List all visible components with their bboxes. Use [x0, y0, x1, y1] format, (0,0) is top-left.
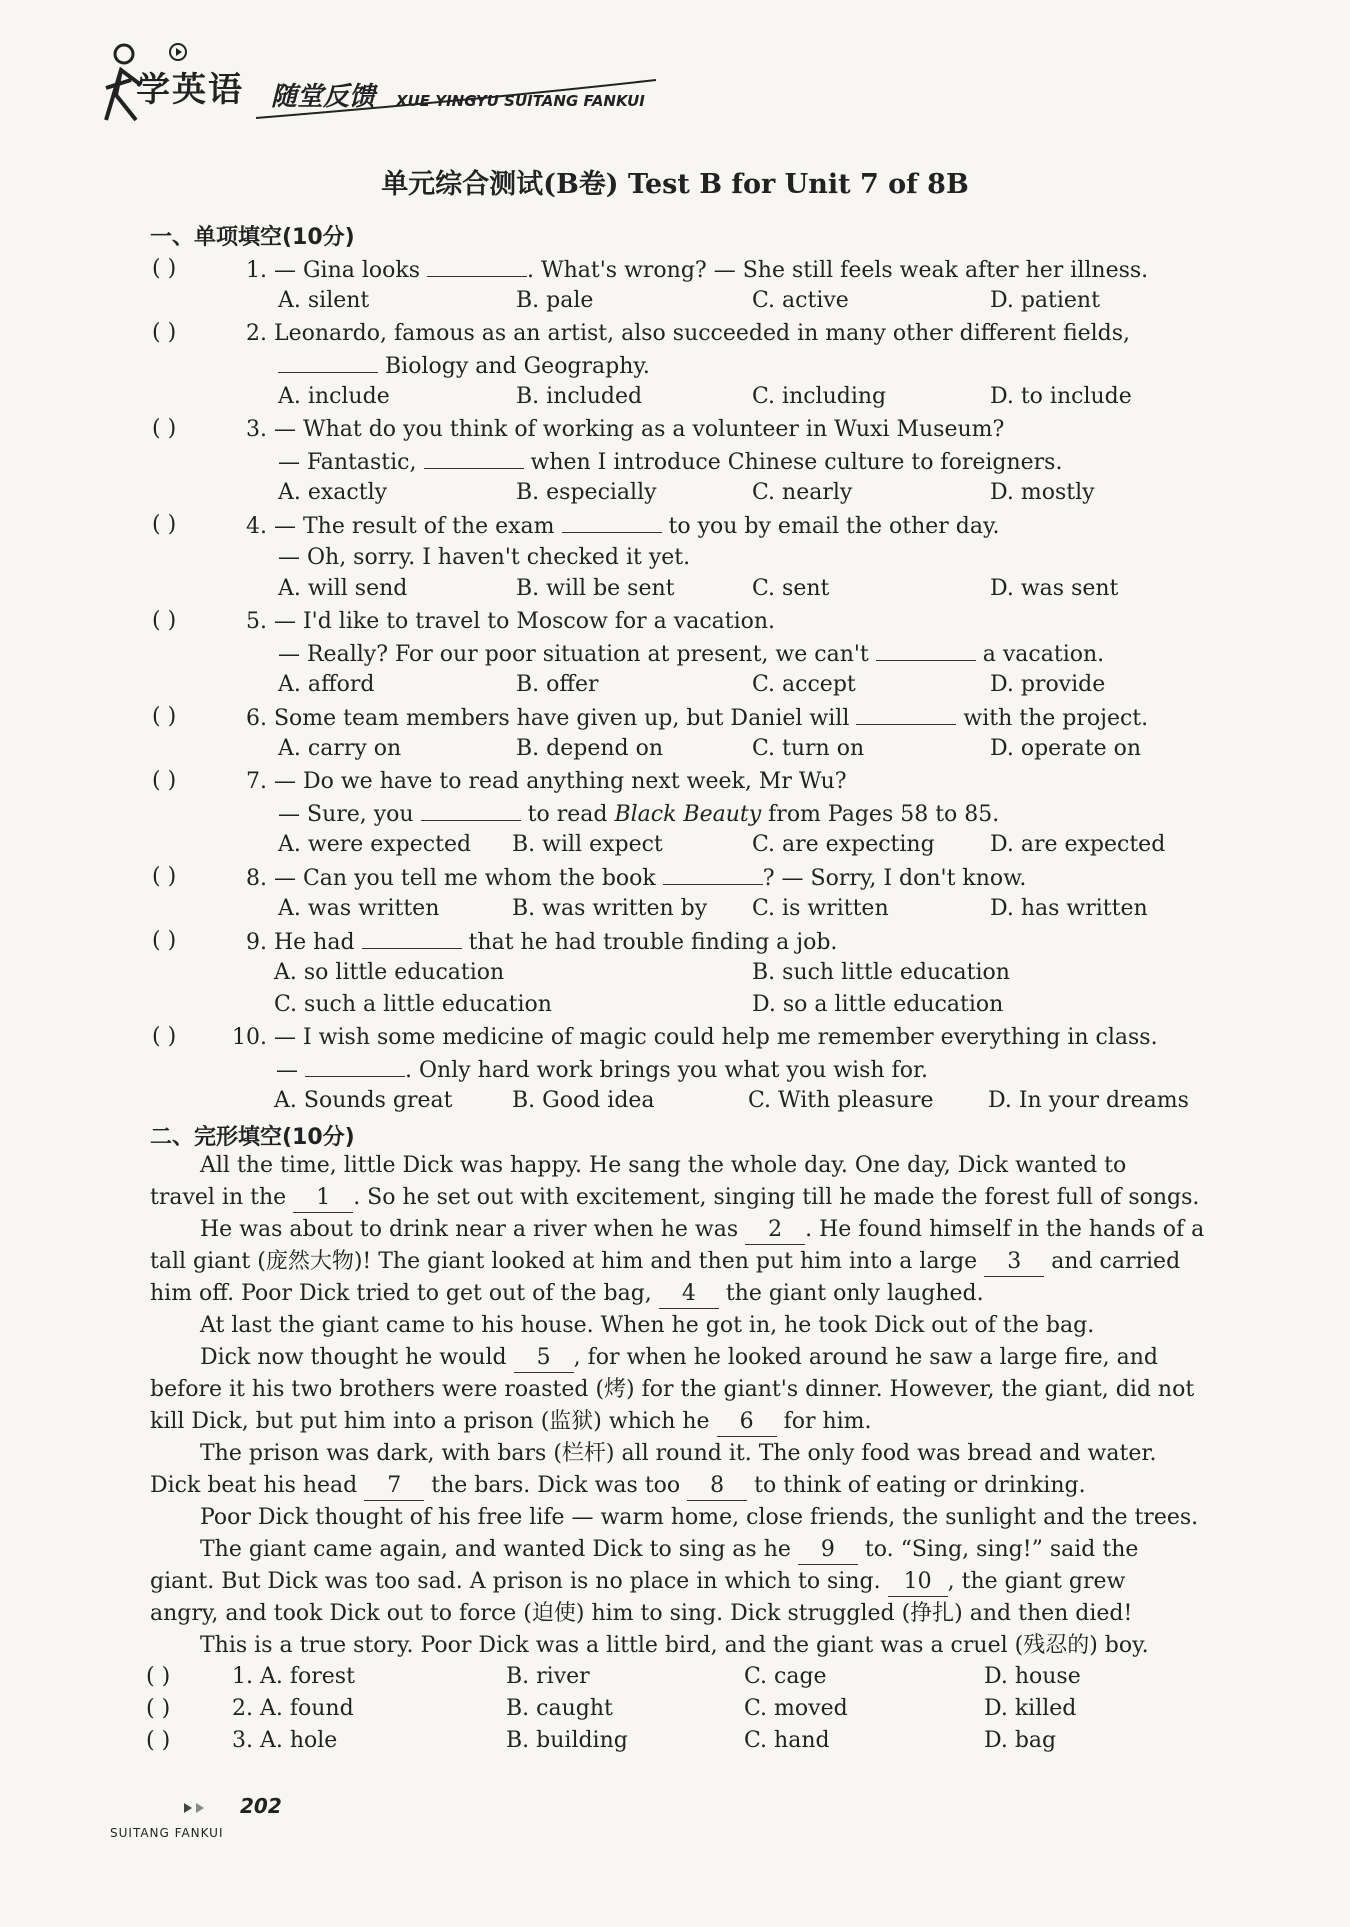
stem-text: Biology and Geography.: [385, 354, 650, 379]
cloze-text: him off. Poor Dick tried to get out of the bag,: [150, 1281, 652, 1306]
option-b: B. especially: [516, 480, 657, 505]
answer-paren[interactable]: ( ): [152, 256, 177, 281]
option-c: C. hand: [744, 1728, 830, 1753]
page-arrow-icon: [182, 1800, 222, 1816]
option-b: B. offer: [516, 672, 599, 697]
answer-paren[interactable]: ( ): [152, 768, 177, 793]
stem-text: from Pages 58 to 85.: [768, 802, 1000, 827]
option-a: A. silent: [278, 288, 370, 313]
cloze-line: At last the giant came to his house. When he got in, he took Dick out of the bag.: [200, 1313, 1095, 1338]
cloze-text: . He found himself in the hands of a: [805, 1217, 1205, 1242]
option-a: A. was written: [278, 896, 440, 921]
option-d: D. provide: [990, 672, 1106, 697]
option-b: B. building: [506, 1728, 628, 1753]
cloze-text: . So he set out with excitement, singing till he made the forest full of songs.: [353, 1185, 1200, 1210]
cloze-text: He was about to drink near a river when he was: [200, 1217, 739, 1242]
answer-paren[interactable]: ( ): [152, 864, 177, 889]
option-c: C. such a little education: [274, 992, 552, 1017]
stem-text: 4. — The result of the exam: [246, 514, 555, 539]
cloze-text: , the giant grew: [947, 1569, 1126, 1594]
option-a: A. include: [278, 384, 390, 409]
answer-blank: [421, 800, 521, 821]
answer-blank: [876, 640, 976, 661]
question-1-stem: [246, 256, 1148, 285]
option-b: B. depend on: [516, 736, 664, 761]
cloze-line: [150, 1184, 1199, 1213]
test-title: 单元综合测试(B卷) Test B for Unit 7 of 8B: [381, 169, 969, 200]
cloze-line: [150, 1472, 1086, 1501]
option-c: C. is written: [752, 896, 889, 921]
option-b: B. caught: [506, 1696, 613, 1721]
question-5-stem: 5. — I'd like to travel to Moscow for a vacation.: [246, 609, 776, 634]
answer-blank: [362, 928, 462, 949]
stem-text: a vacation.: [982, 642, 1105, 667]
option-c: C. active: [752, 288, 849, 313]
answer-paren[interactable]: ( ): [146, 1664, 171, 1689]
cloze-text: tall giant (庞然大物)! The giant looked at him and then put him into a large: [150, 1249, 978, 1274]
cloze-text: to think of eating or drinking.: [754, 1473, 1086, 1498]
cloze-blank: 3: [984, 1248, 1044, 1277]
stem-text: — Fantastic,: [278, 450, 417, 475]
stem-text: 1. — Gina looks: [246, 258, 421, 283]
option-d: D. patient: [990, 288, 1100, 313]
option-c: C. including: [752, 384, 887, 409]
cloze-text: giant. But Dick was too sad. A prison is no place in which to sing.: [150, 1569, 881, 1594]
cloze-line: Poor Dick thought of his free life — warm home, close friends, the sunlight and the trees.: [200, 1505, 1199, 1530]
cloze-line: before it his two brothers were roasted (烤) for the giant's dinner. However, the giant, did not: [150, 1377, 1195, 1402]
option-a: A. afford: [278, 672, 375, 697]
option-b: B. Good idea: [512, 1088, 655, 1113]
section-2-heading: 二、完形填空(10分): [150, 1125, 355, 1150]
cloze-text: and carried: [1051, 1249, 1181, 1274]
cloze-text: to. “Sing, sing!” said the: [864, 1537, 1139, 1562]
option-c: C. cage: [744, 1664, 827, 1689]
option-b: B. pale: [516, 288, 594, 313]
answer-blank: [562, 512, 662, 533]
stem-text: 8. — Can you tell me whom the book: [246, 866, 656, 891]
question-2-stem-cont: [278, 352, 650, 381]
stem-text: . Only hard work brings you what you wish for.: [405, 1058, 929, 1083]
cloze-text: , for when he looked around he saw a large fire, and: [573, 1345, 1158, 1370]
option-b: B. such little education: [752, 960, 1010, 985]
option-b: B. river: [506, 1664, 590, 1689]
cloze-text: The giant came again, and wanted Dick to sing as he: [200, 1537, 791, 1562]
cloze-text: kill Dick, but put him into a prison (监狱) which he: [150, 1409, 710, 1434]
footer-brand: SUITANG FANKUI: [110, 1826, 224, 1840]
option-d: D. bag: [984, 1728, 1057, 1753]
answer-blank: [663, 864, 763, 885]
section-1-heading: 一、单项填空(10分): [150, 225, 355, 250]
question-4-stem: [246, 512, 1000, 541]
option-d: D. mostly: [990, 480, 1095, 505]
stem-text: . What's wrong? — She still feels weak after her illness.: [527, 258, 1149, 283]
question-4-stem-cont: — Oh, sorry. I haven't checked it yet.: [278, 545, 691, 570]
stem-text: —: [276, 1058, 298, 1083]
question-6-stem: [246, 704, 1148, 733]
question-7-stem-cont: [278, 800, 999, 829]
answer-blank: [427, 256, 527, 277]
stem-text: with the project.: [963, 706, 1149, 731]
cloze-line: [150, 1568, 1125, 1597]
answer-paren[interactable]: ( ): [146, 1728, 171, 1753]
cloze-text: travel in the: [150, 1185, 287, 1210]
answer-paren[interactable]: ( ): [152, 704, 177, 729]
cloze-text: the giant only laughed.: [725, 1281, 984, 1306]
header-logo: [96, 40, 686, 130]
question-5-stem-cont: [278, 640, 1104, 669]
cloze-line: [150, 1280, 984, 1309]
question-9-stem: [246, 928, 837, 957]
option-c: C. With pleasure: [748, 1088, 934, 1113]
cloze-line: This is a true story. Poor Dick was a little bird, and the giant was a cruel (残忍的) boy.: [200, 1633, 1149, 1658]
option-c: C. accept: [752, 672, 856, 697]
cloze-blank: 2: [745, 1216, 805, 1245]
option-d: D. are expected: [990, 832, 1166, 857]
cloze-blank: 4: [659, 1280, 719, 1309]
option-d: D. house: [984, 1664, 1081, 1689]
option-a: A. were expected: [278, 832, 472, 857]
answer-paren[interactable]: ( ): [146, 1696, 171, 1721]
option-a: A. carry on: [278, 736, 402, 761]
option-a: 3. A. hole: [232, 1728, 338, 1753]
answer-paren[interactable]: ( ): [152, 608, 177, 633]
option-c: C. sent: [752, 576, 830, 601]
cloze-line: All the time, little Dick was happy. He sang the whole day. One day, Dick wanted to: [200, 1153, 1127, 1178]
cloze-line: [200, 1216, 1204, 1245]
question-10-stem: 10. — I wish some medicine of magic could help me remember everything in class.: [232, 1025, 1158, 1050]
cloze-line: [150, 1408, 872, 1437]
cloze-blank: 10: [888, 1568, 948, 1597]
question-2-stem: 2. Leonardo, famous as an artist, also succeeded in many other different fields,: [246, 321, 1131, 346]
stem-text: — Sure, you: [278, 802, 414, 827]
answer-paren[interactable]: ( ): [152, 928, 177, 953]
logo-pinyin: XUE YINGYU SUITANG FANKUI: [396, 92, 645, 110]
question-8-stem: [246, 864, 1026, 893]
cloze-blank: 1: [293, 1184, 353, 1213]
stem-text: 9. He had: [246, 930, 355, 955]
page-number: 202: [240, 1794, 282, 1818]
option-a: A. exactly: [278, 480, 388, 505]
answer-paren[interactable]: ( ): [152, 512, 177, 537]
option-d: D. In your dreams: [988, 1088, 1189, 1113]
option-c: C. nearly: [752, 480, 853, 505]
cloze-text: for him.: [783, 1409, 872, 1434]
cloze-text: Dick now thought he would: [200, 1345, 507, 1370]
question-7-stem: 7. — Do we have to read anything next week, Mr Wu?: [246, 769, 847, 794]
option-a: A. Sounds great: [274, 1088, 453, 1113]
option-d: D. to include: [990, 384, 1132, 409]
answer-blank: [856, 704, 956, 725]
question-10-stem-cont: [276, 1056, 928, 1085]
stem-text: when I introduce Chinese culture to foreigners.: [530, 450, 1063, 475]
cloze-line: The prison was dark, with bars (栏杆) all round it. The only food was bread and water.: [200, 1441, 1157, 1466]
option-d: D. so a little education: [752, 992, 1004, 1017]
option-d: D. was sent: [990, 576, 1119, 601]
option-b: B. will expect: [512, 832, 663, 857]
cloze-line: [150, 1248, 1180, 1277]
option-c: C. moved: [744, 1696, 848, 1721]
logo-chinese-sub: 随堂反馈: [271, 82, 376, 112]
cloze-line: angry, and took Dick out to force (迫使) him to sing. Dick struggled (挣扎) and then died!: [150, 1601, 1133, 1626]
answer-blank: [278, 352, 378, 373]
cloze-blank: 7: [364, 1472, 424, 1501]
stem-text: to read: [527, 802, 608, 827]
question-3-stem: 3. — What do you think of working as a volunteer in Wuxi Museum?: [246, 417, 1005, 442]
option-a: 2. A. found: [232, 1696, 354, 1721]
logo-chinese: 学英语: [136, 70, 244, 110]
option-b: B. included: [516, 384, 643, 409]
option-b: B. was written by: [512, 896, 708, 921]
cloze-blank: 6: [717, 1408, 777, 1437]
stem-text: — Really? For our poor situation at present, we can't: [278, 642, 869, 667]
cloze-blank: 5: [514, 1344, 574, 1373]
option-a: A. so little education: [274, 960, 505, 985]
cloze-line: [200, 1536, 1138, 1565]
option-b: B. will be sent: [516, 576, 675, 601]
answer-blank: [305, 1056, 405, 1077]
option-d: D. killed: [984, 1696, 1077, 1721]
answer-blank: [424, 448, 524, 469]
answer-paren[interactable]: ( ): [152, 320, 177, 345]
book-title: Black Beauty: [614, 802, 762, 827]
option-a: A. will send: [278, 576, 408, 601]
answer-paren[interactable]: ( ): [152, 416, 177, 441]
cloze-text: the bars. Dick was too: [431, 1473, 681, 1498]
stem-text: to you by email the other day.: [668, 514, 1000, 539]
cloze-blank: 8: [687, 1472, 747, 1501]
cloze-line: [200, 1344, 1158, 1373]
option-d: D. has written: [990, 896, 1148, 921]
stem-text: 6. Some team members have given up, but Daniel will: [246, 706, 850, 731]
stem-text: ? — Sorry, I don't know.: [762, 866, 1027, 891]
option-a: 1. A. forest: [232, 1664, 355, 1689]
question-3-stem-cont: [278, 448, 1062, 477]
option-c: C. are expecting: [752, 832, 935, 857]
option-d: D. operate on: [990, 736, 1142, 761]
answer-paren[interactable]: ( ): [152, 1024, 177, 1049]
cloze-text: Dick beat his head: [150, 1473, 358, 1498]
option-c: C. turn on: [752, 736, 865, 761]
stem-text: that he had trouble finding a job.: [468, 930, 838, 955]
cloze-blank: 9: [798, 1536, 858, 1565]
